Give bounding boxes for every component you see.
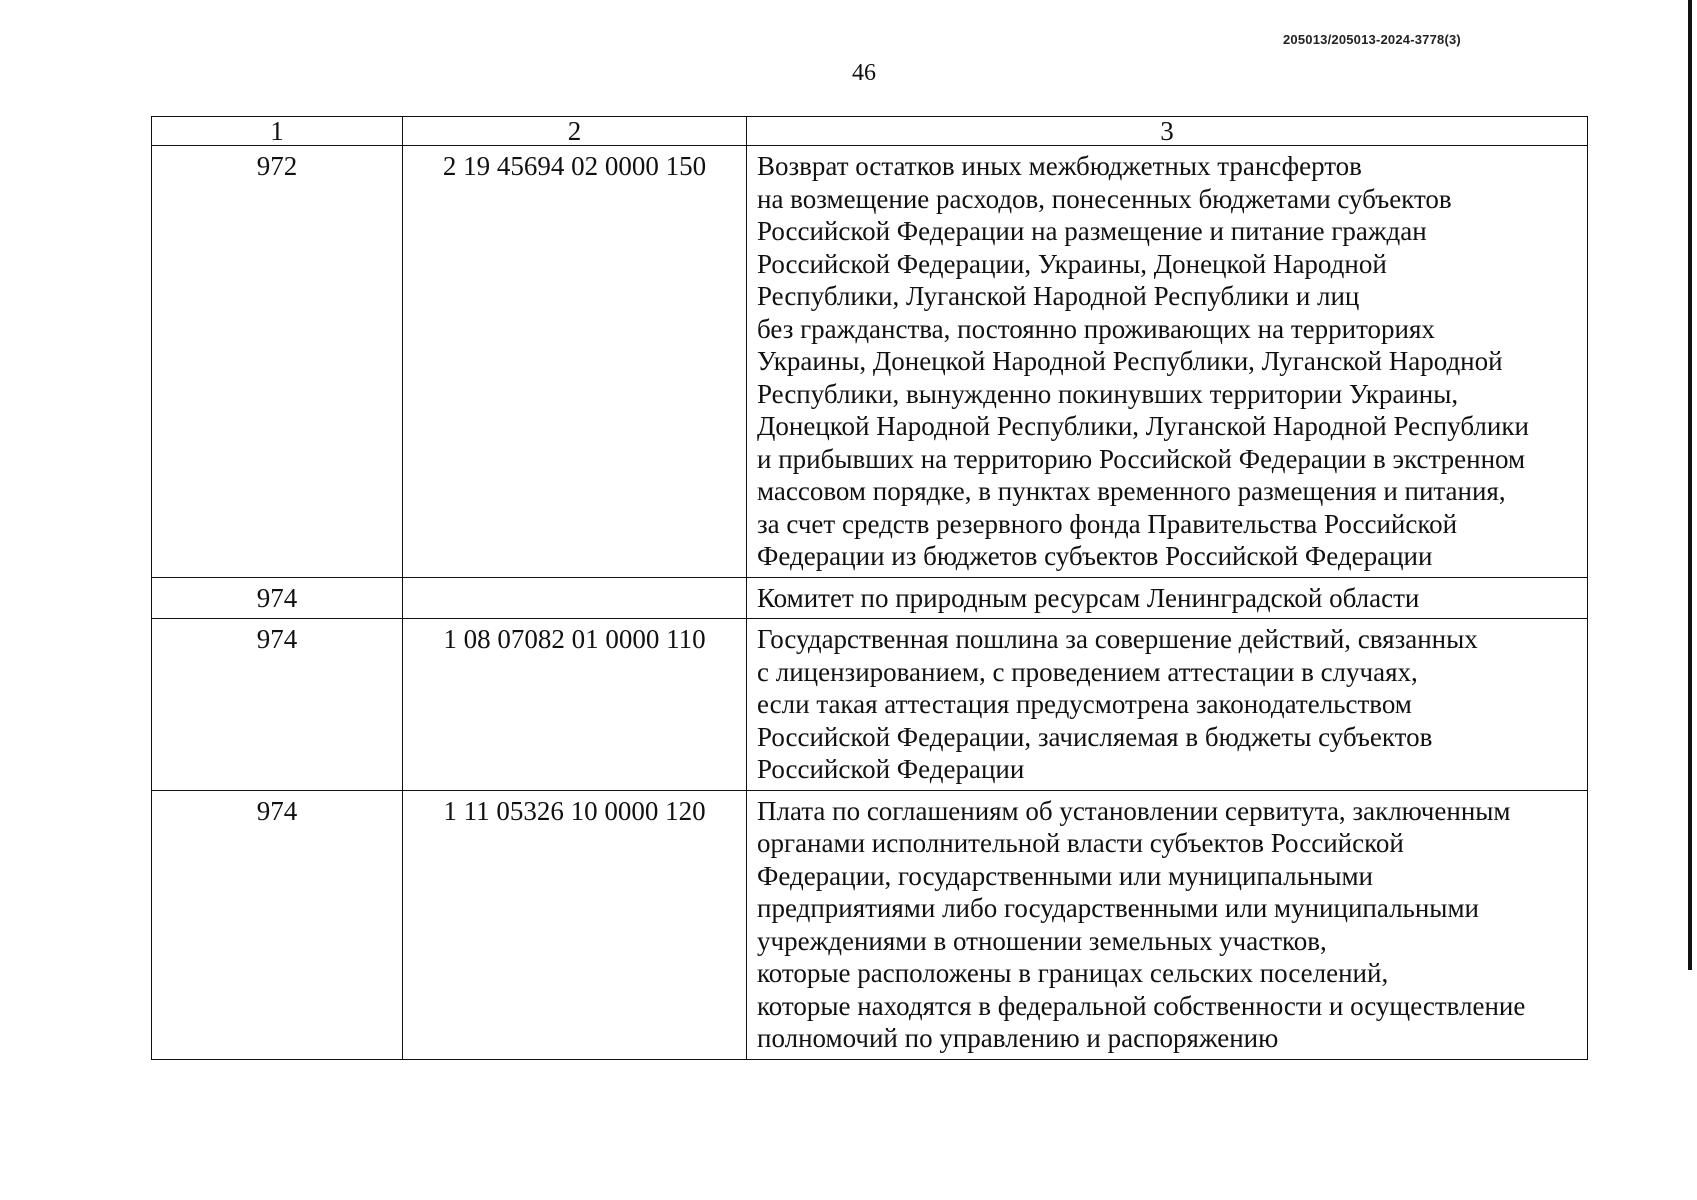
revenue-name-cell — [747, 619, 1588, 791]
revenue-name-line: Федерации из бюджетов субъектов Российской Федерации — [757, 541, 1433, 571]
revenue-name-line: Республики, Луганской Народной Республики и лиц — [757, 281, 1360, 311]
revenue-name-line: массовом порядке, в пунктах временного размещения и питания, — [757, 476, 1506, 506]
scan-edge-line — [1688, 0, 1692, 970]
revenue-name-line: если такая аттестация предусмотрена законодательством — [757, 689, 1412, 719]
revenue-name-line: Государственная пошлина за совершение действий, связанных — [757, 624, 1478, 654]
revenue-name-cell — [747, 790, 1588, 1059]
revenue-name-line: которые расположены в границах сельских поселений, — [757, 958, 1389, 988]
table-header-row — [152, 117, 1588, 146]
table-row — [152, 577, 1588, 619]
admin-code-cell: 974 — [152, 619, 403, 791]
header-col-1: 1 — [152, 117, 403, 146]
page-number: 46 — [852, 60, 876, 86]
revenue-name-line: Российской Федерации — [757, 754, 1025, 784]
revenue-name-line: за счет средств резервного фонда Правительства Российской — [757, 508, 1458, 539]
table-row — [152, 146, 1588, 578]
revenue-name-line: Российской Федерации, Украины, Донецкой Народной — [757, 248, 1387, 279]
revenue-name-line: предприятиями либо государственными или муниципальными — [757, 893, 1479, 923]
revenue-name-line: Плата по соглашениям об установлении сервитута, заключенным — [757, 795, 1511, 826]
budget-classification-code-cell: 2 19 45694 02 0000 150 — [403, 146, 747, 578]
document-id: 205013/205013-2024-3778(3) — [1283, 32, 1461, 47]
revenue-name-line: с лицензированием, с проведением аттестации в случаях, — [757, 656, 1418, 687]
budget-classification-code-cell: 1 11 05326 10 0000 120 — [403, 790, 747, 1059]
revenue-name-line: Российской Федерации, зачисляемая в бюджеты субъектов — [757, 721, 1433, 752]
revenue-name-line: Украины, Донецкой Народной Республики, Луганской Народной — [757, 346, 1503, 376]
revenue-name-cell — [747, 577, 1588, 619]
admin-code-cell: 974 — [152, 790, 403, 1059]
revenue-name-line: Республики, вынужденно покинувших территории Украины, — [757, 378, 1459, 409]
revenue-name-line: полномочий по управлению и распоряжению — [757, 1023, 1279, 1053]
revenue-name-line: на возмещение расходов, понесенных бюджетами субъектов — [757, 183, 1452, 214]
budget-classification-code-cell: 1 08 07082 01 0000 110 — [403, 619, 747, 791]
revenue-name-line: Российской Федерации на размещение и питание граждан — [757, 216, 1427, 246]
budget-codes-table — [151, 116, 1588, 1060]
revenue-name-line: которые находятся в федеральной собственности и осуществление — [757, 990, 1526, 1021]
revenue-name-cell — [747, 146, 1588, 578]
header-col-3: 3 — [747, 117, 1588, 146]
budget-classification-code-cell — [403, 577, 747, 619]
revenue-name-line: и прибывших на территорию Российской Федерации в экстренном — [757, 443, 1526, 474]
header-col-2: 2 — [403, 117, 747, 146]
admin-code-cell: 972 — [152, 146, 403, 578]
table-row — [152, 619, 1588, 791]
revenue-name-line: Комитет по природным ресурсам Ленинградской области — [757, 582, 1420, 613]
revenue-name-line: учреждениями в отношении земельных участков, — [757, 925, 1327, 956]
revenue-name-line: Возврат остатков иных межбюджетных трансфертов — [757, 151, 1362, 181]
revenue-name-line: Донецкой Народной Республики, Луганской Народной Республики — [757, 411, 1529, 441]
table-body — [152, 146, 1588, 1060]
revenue-name-line: Федерации, государственными или муниципальными — [757, 860, 1374, 891]
revenue-name-line: без гражданства, постоянно проживающих на территориях — [757, 313, 1435, 344]
admin-code-cell: 974 — [152, 577, 403, 619]
revenue-name-line: органами исполнительной власти субъектов Российской — [757, 828, 1404, 858]
table-row — [152, 790, 1588, 1059]
